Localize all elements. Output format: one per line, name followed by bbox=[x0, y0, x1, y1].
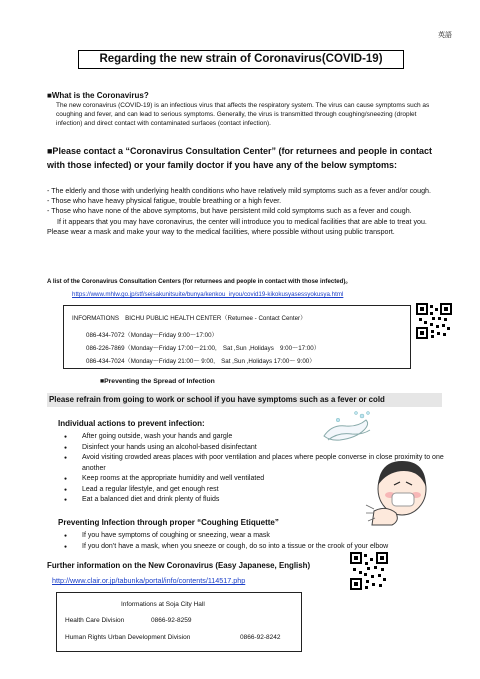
city-box-title: Informations at Soja City Hall bbox=[121, 601, 205, 608]
list-item: ● Avoid visiting crowded areas places with poor ventilation and places where people converse in close proximity to one another bbox=[64, 453, 462, 474]
health-center-info-box bbox=[63, 305, 411, 369]
division-name: Human Rights Urban Development Division bbox=[65, 634, 191, 641]
division-phone: 0866-92-8259 bbox=[151, 617, 192, 624]
what-is-body: The new coronavirus (COVID-19) is an infectious virus that affects the respiratory system. The virus can cause symptoms such as coughing and fever, and can lead to serious symptoms. Generally, the virus is transmitted through coughing/sneezing (droplet infection) and direct contact with contaminated surfaces (contact infection). bbox=[56, 102, 430, 128]
etiquette-list bbox=[64, 531, 444, 552]
mhlw-link[interactable]: https://www.mhlw.go.jp/stf/seisakunitsuite/bunya/kenkou_iryou/covid19-kikokusyasessyokusya.html bbox=[72, 291, 344, 298]
etiquette-heading: Preventing Infection through proper “Coughing Etiquette” bbox=[58, 518, 279, 527]
masked-child-icon bbox=[364, 455, 434, 527]
list-item: ● Disinfect your hands using an alcohol-based disinfectant bbox=[64, 443, 374, 454]
list-item: ● After going outside, wash your hands and gargle bbox=[64, 432, 374, 443]
prevention-heading: ■Preventing the Spread of Infection bbox=[100, 378, 215, 385]
symptom-item: - Those who have heavy physical fatigue, trouble breathing or a high fever. bbox=[47, 197, 282, 206]
center-note: If it appears that you may have coronavirus, the center will introduce you to medical facilities that are able to treat you. Please wear a mask and make your way to the medical facilities, where possible without using public transport. bbox=[47, 217, 427, 236]
refrain-banner: Please refrain from going to work or school if you have symptoms such as a fever or cold bbox=[47, 393, 442, 407]
list-item: ● If you have symptoms of coughing or sneezing, wear a mask bbox=[64, 531, 444, 542]
center-list-title: A list of the Coronavirus Consultation Centers (for returnees and people in contact with those infected)。 bbox=[47, 278, 352, 285]
hand-washing-icon bbox=[318, 410, 376, 450]
division-name: Health Care Division bbox=[65, 617, 125, 624]
symptom-item: - The elderly and those with underlying health conditions who have relatively mild symptoms such as a fever and/or cough. bbox=[47, 187, 431, 195]
language-label: 英語 bbox=[438, 32, 452, 39]
what-is-heading: ■What is the Coronavirus? bbox=[47, 91, 149, 100]
list-item: ● Eat a balanced diet and drink plenty of fluids bbox=[64, 495, 374, 506]
symptom-list bbox=[47, 186, 437, 237]
city-hall-info-box bbox=[56, 592, 302, 652]
division-phone: 0866-92-8242 bbox=[240, 634, 281, 641]
qr-code-icon bbox=[350, 552, 388, 590]
list-item: ● Keep rooms at the appropriate humidity and well ventilated bbox=[64, 474, 374, 485]
info-phone-line: 086-434-7072（Monday～Friday 9:00～17:00） bbox=[86, 332, 218, 339]
further-info-heading: Further information on the New Coronavirus (Easy Japanese, English) bbox=[47, 561, 311, 570]
list-item: ● If you don’t have a mask, when you sneeze or cough, do so into a tissue or the crook of your elbow bbox=[64, 542, 444, 553]
info-phone-line: 086-434-7024（Monday～Friday 21:00～ 9:00, Sat ,Sun ,Holidays 17:00～ 9:00） bbox=[86, 358, 316, 365]
info-box-header: INFORMATIONS BICHU PUBLIC HEALTH CENTER（Returnee - Contact Center） bbox=[72, 315, 307, 322]
symptom-item: - Those who have none of the above symptoms, but have persistent mild cold symptoms such as a fever and cough. bbox=[47, 207, 412, 216]
clair-link[interactable]: http://www.clair.or.jp/tabunka/portal/info/contents/114517.php bbox=[52, 576, 246, 585]
info-phone-line: 086-226-7869（Monday～Friday 17:00～21:00, Sat ,Sun ,Holidays 9:00～17:00） bbox=[86, 345, 320, 352]
actions-heading: Individual actions to prevent infection: bbox=[58, 419, 205, 428]
contact-heading: ■Please contact a “Coronavirus Consultation Center” (for returnees and people in contact with those infected) or your family doctor if you have any of the below symptoms: bbox=[47, 146, 433, 170]
qr-code-icon bbox=[416, 303, 452, 339]
list-item: ● Lead a regular lifestyle, and get enough rest bbox=[64, 485, 374, 496]
page-title: Regarding the new strain of Coronavirus(COVID-19) bbox=[78, 50, 404, 69]
